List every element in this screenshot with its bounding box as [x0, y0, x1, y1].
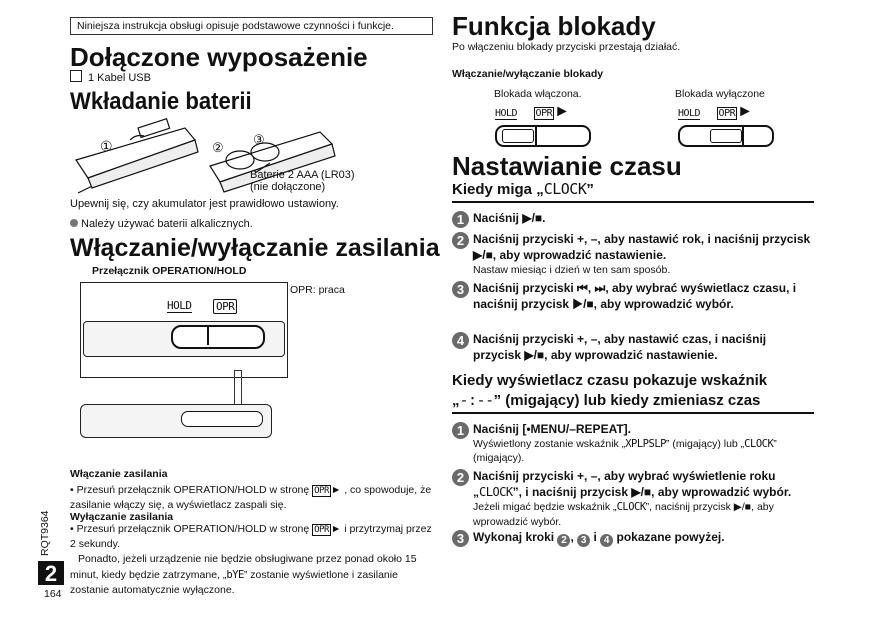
opr-label: OPR: praca [290, 284, 345, 296]
battery-note: Należy używać baterii alkalicznych. [70, 218, 253, 230]
power-off-text: • Przesuń przełącznik OPERATION/HOLD w stronę OPR ► i przytrzymaj przez 2 sekundy. Ponadto, jeżeli urządzenie nie będzie obsługiwane przez ponad około 15 minut, kiedy będzie zatrzymane, „bYE” zostanie wyświetlone i zasilanie zostanie automatycznie wyłączone. [70, 523, 432, 596]
step-2: 2 Naciśnij przyciski +, –, aby nastawić rok, i naciśnij przycisk ▶/■, aby wprowadzić nastawienie. Nastaw miesiąc i dzień w ten sam sposób. [452, 231, 816, 278]
clock-subtitle: Kiedy miga „CLOCK” [452, 180, 814, 203]
switch-divider [207, 327, 209, 345]
power-title: Włączanie/wyłączanie zasilania [70, 234, 440, 262]
intro-note: Niniejsza instrukcja obsługi opisuje podstawowe czynności i funkcje. [70, 17, 433, 35]
bullet-icon [70, 219, 78, 227]
power-off-title: Wyłączanie zasilania [70, 511, 174, 523]
sub-step-3: 3 Wykonaj kroki 2 , 3 i 4 pokazane powyżej. [452, 529, 816, 547]
page-number: 2 [38, 561, 64, 585]
step-3: 3 Naciśnij przyciski ⏮, ⏭, aby wybrać wyświetlacz czasu, i naciśnij przycisk ▶/■, aby wprowadzić wybór. [452, 280, 816, 312]
lock-off-switch: HOLD OPR ► [678, 103, 774, 147]
step-4: 4 Naciśnij przyciski +, –, aby nastawić czas, i naciśnij przycisk ▶/■, aby wprowadzić nastawienie. [452, 331, 816, 363]
lock-title: Funkcja blokady [452, 11, 656, 41]
callout-1: ① [100, 138, 113, 154]
opr-mark: OPR [213, 299, 237, 314]
hold-label: HOLD [167, 299, 192, 312]
power-on-text: • Przesuń przełącznik OPERATION/HOLD w stronę OPR ► , co spowoduje, że zasilanie włączy się, a wyświetlacz zaspali się. [70, 484, 432, 512]
page-small: 164 [44, 588, 62, 600]
switch-label: Przełącznik OPERATION/HOLD [92, 265, 247, 277]
model-number: RQT9364 [39, 510, 51, 556]
display-subtitle: Kiedy wyświetlacz czasu pokazuje wskaźnik „-:--” (migający) lub kiedy zmieniasz czas [452, 371, 814, 414]
step-1: 1 Naciśnij ▶/■. [452, 210, 816, 228]
operation-hold-switch[interactable] [171, 325, 265, 349]
battery-title: Wkładanie baterii [70, 88, 252, 115]
sub-step-1: 1 Naciśnij [•MENU/–REPEAT]. Wyświetlony zostanie wskaźnik „XPLPSLP” (migający) lub „CLOCK” (migający). [452, 421, 816, 466]
device-side-view [80, 404, 272, 438]
accessories-title: Dołączone wyposażenie [70, 42, 368, 72]
battery-text: Upewnij się, czy akumulator jest prawidłowo ustawiony. [70, 198, 339, 210]
lock-text: Po włączeniu blokady przyciski przestają działać. [452, 41, 681, 53]
lock-subtitle: Włączanie/wyłączanie blokady [452, 68, 604, 80]
sub-step-2: 2 Naciśnij przyciski +, –, aby wybrać wyświetlenie roku „CLOCK”, i naciśnij przycisk ▶/■, aby wprowadzić wybór. Jeżeli migać będzie wskaźnik „CLOCK”, naciśnij przycisk ▶/■, aby wprowadzić wybór. [452, 468, 816, 529]
lock-on-label: Blokada włączona. [494, 88, 582, 100]
switch-detail-box [80, 282, 288, 378]
callout-3: ③ [253, 132, 265, 147]
time-title: Nastawianie czasu [452, 151, 682, 181]
callout-2: ② [212, 140, 224, 155]
checkbox-icon [70, 70, 82, 82]
lock-on-switch: HOLD OPR ► [495, 103, 591, 147]
accessory-item: 1 Kabel USB [70, 70, 151, 84]
lock-off-label: Blokada wyłączone [675, 88, 765, 100]
battery-label: Baterie 2 AAA (LR03) (nie dołączone) [250, 169, 355, 193]
zoom-connector [234, 370, 242, 408]
power-on-title: Włączanie zasilania [70, 468, 168, 480]
side-switch [181, 411, 263, 427]
